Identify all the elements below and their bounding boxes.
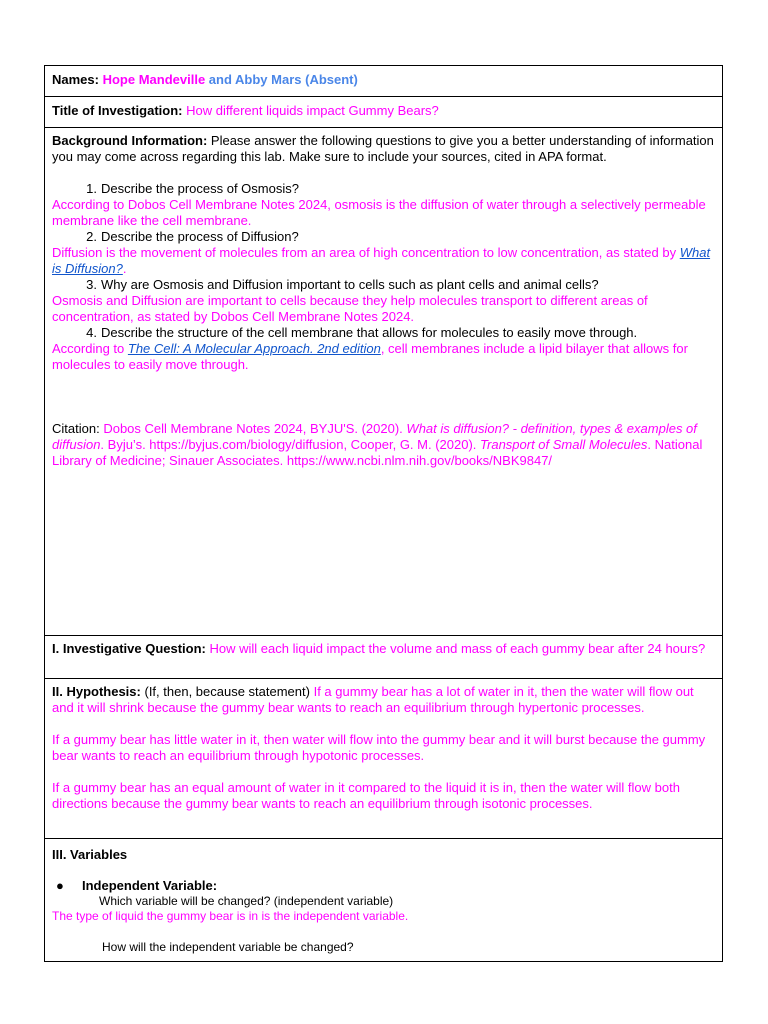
hypothesis-2: If a gummy bear has little water in it, then water will flow into the gummy bear and it will burst because the gummy bear wants to reach an equilibrium through hypotonic processes. bbox=[52, 732, 706, 763]
question-label: I. Investigative Question: bbox=[52, 641, 206, 656]
bullet-icon: ● bbox=[56, 878, 64, 893]
student-name: Hope Mandeville bbox=[102, 72, 206, 87]
hypothesis-1: If a gummy bear has a lot of water in it, then the water will flow out and it will shrink because the gummy bear wants to reach an equilibrium through hypertonic processes. bbox=[52, 684, 694, 715]
investigative-question: How will each liquid impact the volume and mass of each gummy bear after 24 hours? bbox=[209, 641, 706, 656]
independent-variable-item bbox=[52, 878, 715, 894]
hypothesis-row bbox=[45, 678, 722, 838]
answer-3: Osmosis and Diffusion are important to cells because they help molecules transport to different areas of concentration, as stated by Dobos Cell Membrane Notes 2024. bbox=[52, 293, 648, 324]
question-1: 1. Describe the process of Osmosis? bbox=[86, 181, 299, 196]
question-text: Describe the process of Diffusion? bbox=[101, 229, 299, 244]
names-row bbox=[45, 66, 722, 96]
investigation-title: How different liquids impact Gummy Bears? bbox=[186, 103, 439, 118]
diffusion-link[interactable]: What is Diffusion? bbox=[52, 245, 711, 276]
names-label: Names: bbox=[52, 72, 99, 87]
question-2: 2. Describe the process of Diffusion? bbox=[86, 229, 299, 244]
variables-label: III. Variables bbox=[52, 847, 128, 862]
lab-report-table bbox=[44, 65, 723, 962]
question-3: 3. Why are Osmosis and Diffusion important to cells such as plant cells and animal cells? bbox=[86, 277, 599, 292]
independent-question: Which variable will be changed? (independent variable) bbox=[99, 894, 394, 908]
background-intro: Please answer the following questions to give you a better understanding of information you may come across regarding this lab. Make sure to include your sources, cited in APA format. bbox=[52, 133, 714, 164]
question-text: Why are Osmosis and Diffusion important to cells such as plant cells and animal cells? bbox=[101, 277, 599, 292]
question-text: Describe the structure of the cell membrane that allows for molecules to easily move through. bbox=[101, 325, 638, 340]
partner-name: and Abby Mars (Absent) bbox=[208, 72, 358, 87]
variables-row bbox=[45, 838, 722, 961]
change-question: How will the independent variable be changed? bbox=[102, 940, 354, 954]
hypothesis-3: If a gummy bear has an equal amount of water in it compared to the liquid it is in, then the water will flow both directions because the gummy bear wants to reach an equilibrium through isotonic processes. bbox=[52, 780, 680, 811]
background-label: Background Information: bbox=[52, 133, 208, 148]
hypothesis-hint: (If, then, because statement) bbox=[144, 684, 310, 699]
answer-4: According to The Cell: A Molecular Approach. 2nd edition, cell membranes include a lipid bilayer that allows for molecules to easily move through. bbox=[52, 341, 688, 372]
background-row bbox=[45, 127, 722, 635]
hypothesis-label: II. Hypothesis: bbox=[52, 684, 141, 699]
citation: Citation: Dobos Cell Membrane Notes 2024, BYJU'S. (2020). What is diffusion? - definition, types & examples of diffusion. Byju’s. https://byjus.com/biology/diffusion, Cooper, G. M. (2020). Transport of Small Molecules. National Library of Medicine; Sinauer Associates. https://www.ncbi.nlm.nih.gov/books/NBK9847/ bbox=[52, 421, 703, 468]
investigative-question-row bbox=[45, 635, 722, 678]
title-label: Title of Investigation: bbox=[52, 103, 183, 118]
independent-answer: The type of liquid the gummy bear is in is the independent variable. bbox=[52, 909, 409, 923]
question-text: Describe the process of Osmosis? bbox=[101, 181, 299, 196]
independent-label: Independent Variable: bbox=[82, 878, 218, 893]
cell-book-link[interactable]: The Cell: A Molecular Approach. 2nd edition bbox=[127, 341, 381, 356]
citation-label: Citation: bbox=[52, 421, 100, 436]
answer-1: According to Dobos Cell Membrane Notes 2024, osmosis is the diffusion of water through a selectively permeable membrane like the cell membrane. bbox=[52, 197, 706, 228]
title-row bbox=[45, 96, 722, 127]
answer-2: Diffusion is the movement of molecules from an area of high concentration to low concentration, as stated by What is Diffusion?. bbox=[52, 245, 711, 276]
question-4: 4. Describe the structure of the cell membrane that allows for molecules to easily move through. bbox=[86, 325, 638, 340]
